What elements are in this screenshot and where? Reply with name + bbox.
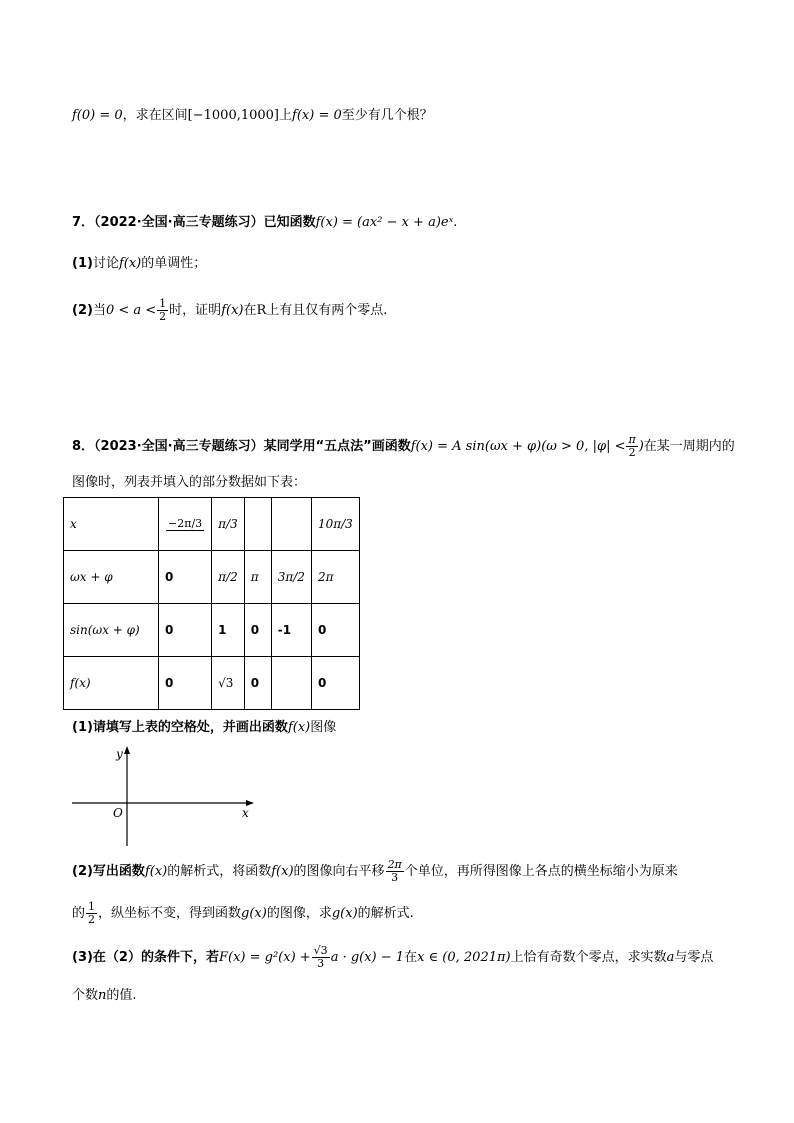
q7-part1 — [72, 254, 206, 274]
table-cell: 0 — [311, 604, 359, 657]
math-f0: f(0) = 0 — [72, 108, 123, 123]
num: 1 — [88, 900, 96, 913]
text: 上有且仅有两个零点. — [266, 303, 388, 318]
fraction — [626, 434, 637, 459]
table-cell: π/2 — [212, 551, 245, 604]
q7-header — [72, 213, 457, 233]
q8-part3-line2 — [72, 986, 137, 1006]
table-cell — [271, 657, 311, 710]
q7-part2 — [72, 296, 387, 326]
table-cell: √3 — [212, 657, 245, 710]
table-cell: 2π — [311, 551, 359, 604]
text: 图像时，列表并填入的部分数据如下表： — [72, 475, 307, 490]
text: 在某一周期内的 — [643, 439, 735, 454]
num: 1 — [159, 297, 167, 310]
text: ，求在区间 — [122, 108, 188, 123]
table-cell: f(x) — [64, 657, 159, 710]
den: 2 — [88, 913, 96, 926]
label: (1) — [72, 256, 93, 271]
fraction — [312, 945, 330, 970]
table-cell: sin(ωx + φ) — [64, 604, 159, 657]
q8-part2-line1 — [72, 858, 678, 886]
math: ) — [638, 439, 644, 454]
math: a — [666, 950, 675, 965]
q8-line2 — [72, 473, 306, 493]
fraction — [157, 298, 168, 323]
math: f(x) — [271, 864, 294, 879]
text: . — [453, 215, 458, 230]
table-cell: 3π/2 — [271, 551, 311, 604]
table-cell — [244, 498, 271, 551]
table-cell: ωx + φ — [64, 551, 159, 604]
q8-part2-line2 — [72, 900, 414, 928]
q7-func: f(x) = (ax² − x + a)eˣ — [315, 215, 454, 230]
math: g(x) — [331, 906, 358, 921]
q8-part1 — [72, 718, 336, 738]
text: 的解析式，将函数 — [167, 864, 272, 879]
fraction — [386, 859, 404, 884]
fraction — [86, 901, 97, 926]
math: f(x) — [287, 720, 311, 735]
num: 2π — [387, 858, 402, 871]
problem6-tail — [72, 106, 433, 126]
coordinate-axes — [70, 742, 270, 852]
math: f(x) — [144, 864, 168, 879]
q7-title: 7．（2022·全国·高三专题练习）已知函数 — [72, 215, 316, 230]
math: (ω > 0, |φ| < — [541, 439, 626, 454]
math: f(x) — [118, 256, 142, 271]
table-cell: 1 — [212, 604, 245, 657]
table-cell: 10π/3 — [311, 498, 359, 551]
y-axis-arrow — [124, 746, 130, 754]
table-cell: 0 — [311, 657, 359, 710]
text: 的值. — [106, 988, 137, 1003]
text: 的 — [72, 906, 86, 921]
q8-part3-line1 — [72, 943, 713, 973]
num: √3 — [313, 944, 328, 957]
text: 上 — [279, 108, 293, 123]
num: π — [628, 433, 636, 446]
text: (3)在（2）的条件下，若 — [72, 950, 219, 965]
q8-header — [72, 432, 735, 462]
q8-title: 8．（2023·全国·高三专题练习）某同学用“五点法”画函数 — [72, 439, 411, 454]
text: 时，证明 — [169, 303, 222, 318]
table-cell: 0 — [159, 604, 212, 657]
table-cell: x — [64, 498, 159, 551]
origin-label: O — [113, 806, 123, 820]
den: 3 — [317, 957, 325, 970]
table-row — [64, 551, 360, 604]
x-label: x — [242, 806, 249, 820]
math: 0 < a < — [105, 303, 157, 318]
text: 在 — [243, 303, 257, 318]
q8-func: f(x) = A sin(ωx + φ) — [410, 439, 542, 454]
table-cell: 0 — [159, 551, 212, 604]
den: 2 — [628, 446, 636, 459]
table-cell: π/3 — [212, 498, 245, 551]
math: n — [98, 988, 107, 1003]
text: 当 — [92, 303, 106, 318]
text: ，纵坐标不变，得到函数 — [98, 906, 242, 921]
num: −2π/3 — [168, 517, 203, 530]
math: x ∈ (0, 2021π) — [417, 950, 511, 965]
text: (1)请填写上表的空格处，并画出函数 — [72, 720, 288, 735]
five-point-table — [63, 497, 360, 710]
text: 上恰有奇数个零点，求实数 — [510, 950, 667, 965]
text: 的图像向右平移 — [293, 864, 385, 879]
text: 的单调性； — [141, 256, 207, 271]
table-cell: -1 — [271, 604, 311, 657]
text: 个数 — [72, 988, 99, 1003]
math: F(x) = g²(x) + — [218, 950, 311, 965]
den: 3 — [391, 871, 399, 884]
table-cell — [159, 498, 212, 551]
math: R — [256, 303, 267, 318]
math: f(x) — [221, 303, 244, 318]
text: 的图像，求 — [266, 906, 332, 921]
den: 2 — [159, 310, 167, 323]
math: g(x) — [241, 906, 267, 921]
math-interval: [−1000,1000] — [187, 108, 280, 123]
table-cell: 0 — [159, 657, 212, 710]
text: 的解析式. — [357, 906, 414, 921]
table-cell: 0 — [244, 657, 271, 710]
y-label: y — [116, 747, 123, 761]
text: 个单位，再所得图像上各点的横坐标缩小为原来 — [404, 864, 678, 879]
table-row — [64, 604, 360, 657]
text: 图像 — [310, 720, 337, 735]
table-cell — [271, 498, 311, 551]
table-row — [64, 498, 360, 551]
text: 至少有几个根？ — [341, 108, 433, 123]
label: (2) — [72, 303, 93, 318]
table-cell: π — [244, 551, 271, 604]
table-cell: 0 — [244, 604, 271, 657]
text: 与零点 — [674, 950, 714, 965]
text: 讨论 — [92, 256, 119, 271]
table-row — [64, 657, 360, 710]
math: a · g(x) − 1 — [330, 950, 405, 965]
text: (2)写出函数 — [72, 864, 145, 879]
math-eq: f(x) = 0 — [292, 108, 342, 123]
text: 在 — [404, 950, 418, 965]
